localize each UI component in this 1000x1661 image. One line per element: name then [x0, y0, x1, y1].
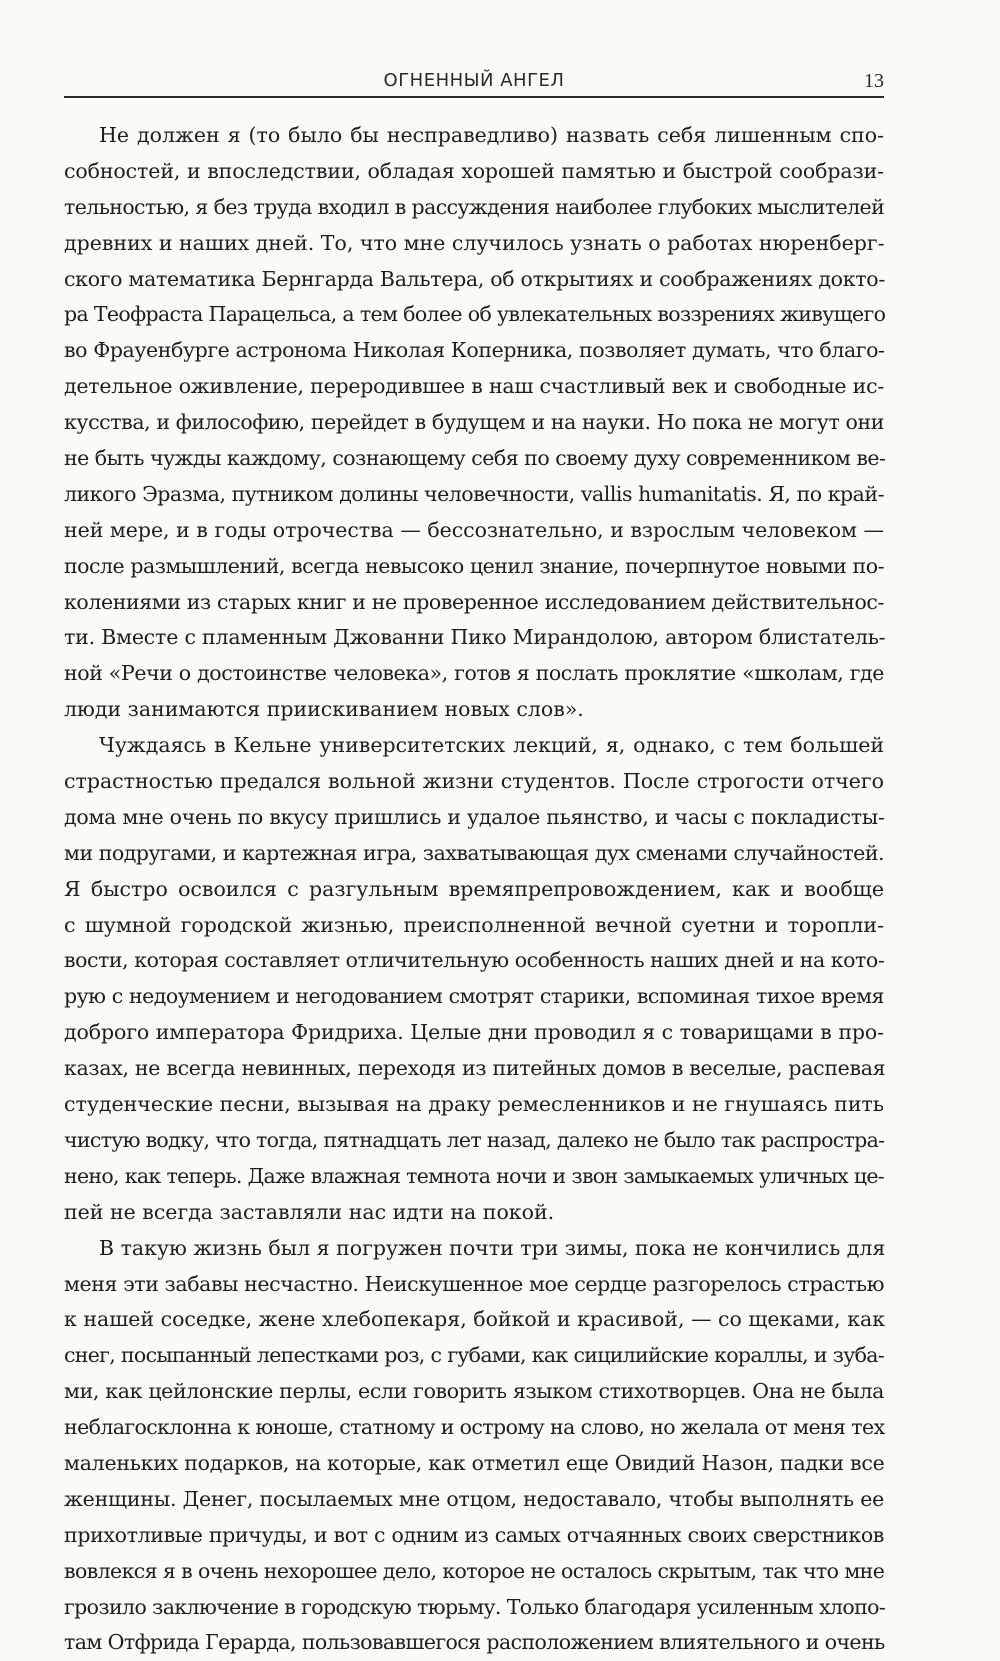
text-line: доброго императора Фридриха. Целые дни проводил я с товарищами в про- [64, 1020, 884, 1045]
text-line: кусства, и философию, перейдет в будущем и на науки. Но пока не могут они [64, 410, 884, 435]
text-line: люди занимаются приискиванием новых слов». [64, 697, 584, 722]
text-line: чистую водку, что тогда, пятнадцать лет назад, далеко не было так распростра- [64, 1127, 885, 1152]
text-line: Не должен я (то было бы несправедливо) назвать себя лишенным спо- [99, 123, 884, 147]
text-line: нено, как теперь. Даже влажная темнота ночи и звон замыкаемых уличных це- [64, 1163, 884, 1188]
text-line: ликого Эразма, путником долины человечности, vallis humanitatis. Я, по край- [64, 481, 884, 506]
text-line: собностей, и впоследствии, обладая хорошей памятью и быстрой сообрази- [64, 158, 884, 183]
text-line: там Отфрида Герарда, пользовавшегося расположением влиятельного и очень [64, 1630, 885, 1655]
text-line: прихотливые причуды, и вот с одним из самых отчаянных своих сверстников [64, 1522, 884, 1547]
text-line: Я быстро освоился с разгульным времяпрепровождением, как и вообще [64, 876, 884, 901]
text-line: ми подругами, и картежная игра, захватывающая дух сменами случайностей. [64, 840, 884, 865]
text-line: с шумной городской жизнью, преисполненной вечной суетни и торопли- [64, 912, 884, 937]
text-line: страстностью предался вольной жизни студентов. После строгости отчего [64, 769, 884, 794]
text-line: ней мере, и в годы отрочества — бессознательно, и взрослым человеком — [64, 517, 884, 542]
text-line: неблагосклонна к юноше, статному и острому на слово, но желала от меня тех [64, 1415, 885, 1440]
text-line: студенческие песни, вызывая на драку ремесленников и не гнушаясь пить [64, 1092, 884, 1117]
text-line: В такую жизнь был я погружен почти три зимы, пока не кончились для [99, 1235, 886, 1260]
paragraph-1 [64, 118, 884, 728]
text-line: ти. Вместе с пламенным Джованни Пико Мирандолою, автором блистатель- [64, 625, 886, 650]
text-line: колениями из старых книг и не проверенное исследованием действительнос- [64, 589, 884, 614]
paragraph-3 [64, 1231, 884, 1661]
text-line: ной «Речи о достоинстве человека», готов я послать проклятие «школам, где [64, 661, 884, 686]
text-line: рую с недоумением и негодованием смотрят старики, вспоминая тихое время [64, 984, 884, 1009]
text-line: Чуждаясь в Кельне университетских лекций, я, однако, с тем большей [99, 733, 884, 758]
text-line: тельностью, я без труда входил в рассуждения наиболее глубоких мыслителей [64, 194, 885, 219]
text-line: во Фрауенбурге астронома Николая Коперника, позволяет думать, что благо- [64, 338, 885, 363]
text-line: маленьких подарков, на которые, как отметил еще Овидий Назон, падки все [64, 1450, 885, 1475]
text-line: детельное оживление, переродившее в наш счастливый век и свободные ис- [64, 374, 884, 399]
running-title: ОГНЕННЫЙ АНГЕЛ [383, 70, 565, 91]
text-line: женщины. Денег, посылаемых мне отцом, недоставало, чтобы выполнять ее [64, 1486, 885, 1511]
text-line: древних и наших дней. То, что мне случилось узнать о работах нюренберг- [64, 230, 885, 255]
text-line: снег, посыпанный лепестками роз, с губами, как сицилийские кораллы, и зуба- [64, 1343, 884, 1368]
text-line: ского математика Бернгарда Вальтера, об открытиях и соображениях докто- [64, 266, 885, 291]
text-line: меня эти забавы несчастно. Неискушенное мое сердце разгорелось страстью [64, 1271, 885, 1296]
body-text [64, 118, 884, 1661]
text-line: ра Теофраста Парацельса, а тем более об увлекательных воззрениях живущего [64, 302, 886, 327]
text-line: вовлекся я в очень нехорошее дело, которое не осталось скрытым, так что мне [64, 1558, 885, 1583]
text-line: грозило заключение в городскую тюрьму. Только благодаря усиленным хлопо- [64, 1594, 886, 1619]
text-line: дома мне очень по вкусу пришлись и удалое пьянство, и часы с покладисты- [64, 804, 885, 829]
text-line: вости, которая составляет отличительную особенность наших дней и на кото- [64, 948, 885, 973]
page-number: 13 [864, 70, 884, 92]
text-line: ми, как цейлонские перлы, если говорить языком стихотворцев. Она не была [64, 1379, 884, 1404]
text-line: после размышлений, всегда невысоко ценил знание, почерпнутое новыми по- [64, 553, 884, 578]
text-line: казах, не всегда невинных, переходя из питейных домов в веселые, распевая [64, 1056, 886, 1081]
text-line: не быть чужды каждому, сознающему себя по своему духу современником ве- [64, 446, 886, 471]
paragraph-2 [64, 728, 884, 1230]
page-header [64, 66, 884, 98]
text-line: пей не всегда заставляли нас идти на покой. [64, 1199, 555, 1224]
text-line: к нашей соседке, жене хлебопекаря, бойкой и красивой, — со щеками, как [64, 1307, 886, 1332]
